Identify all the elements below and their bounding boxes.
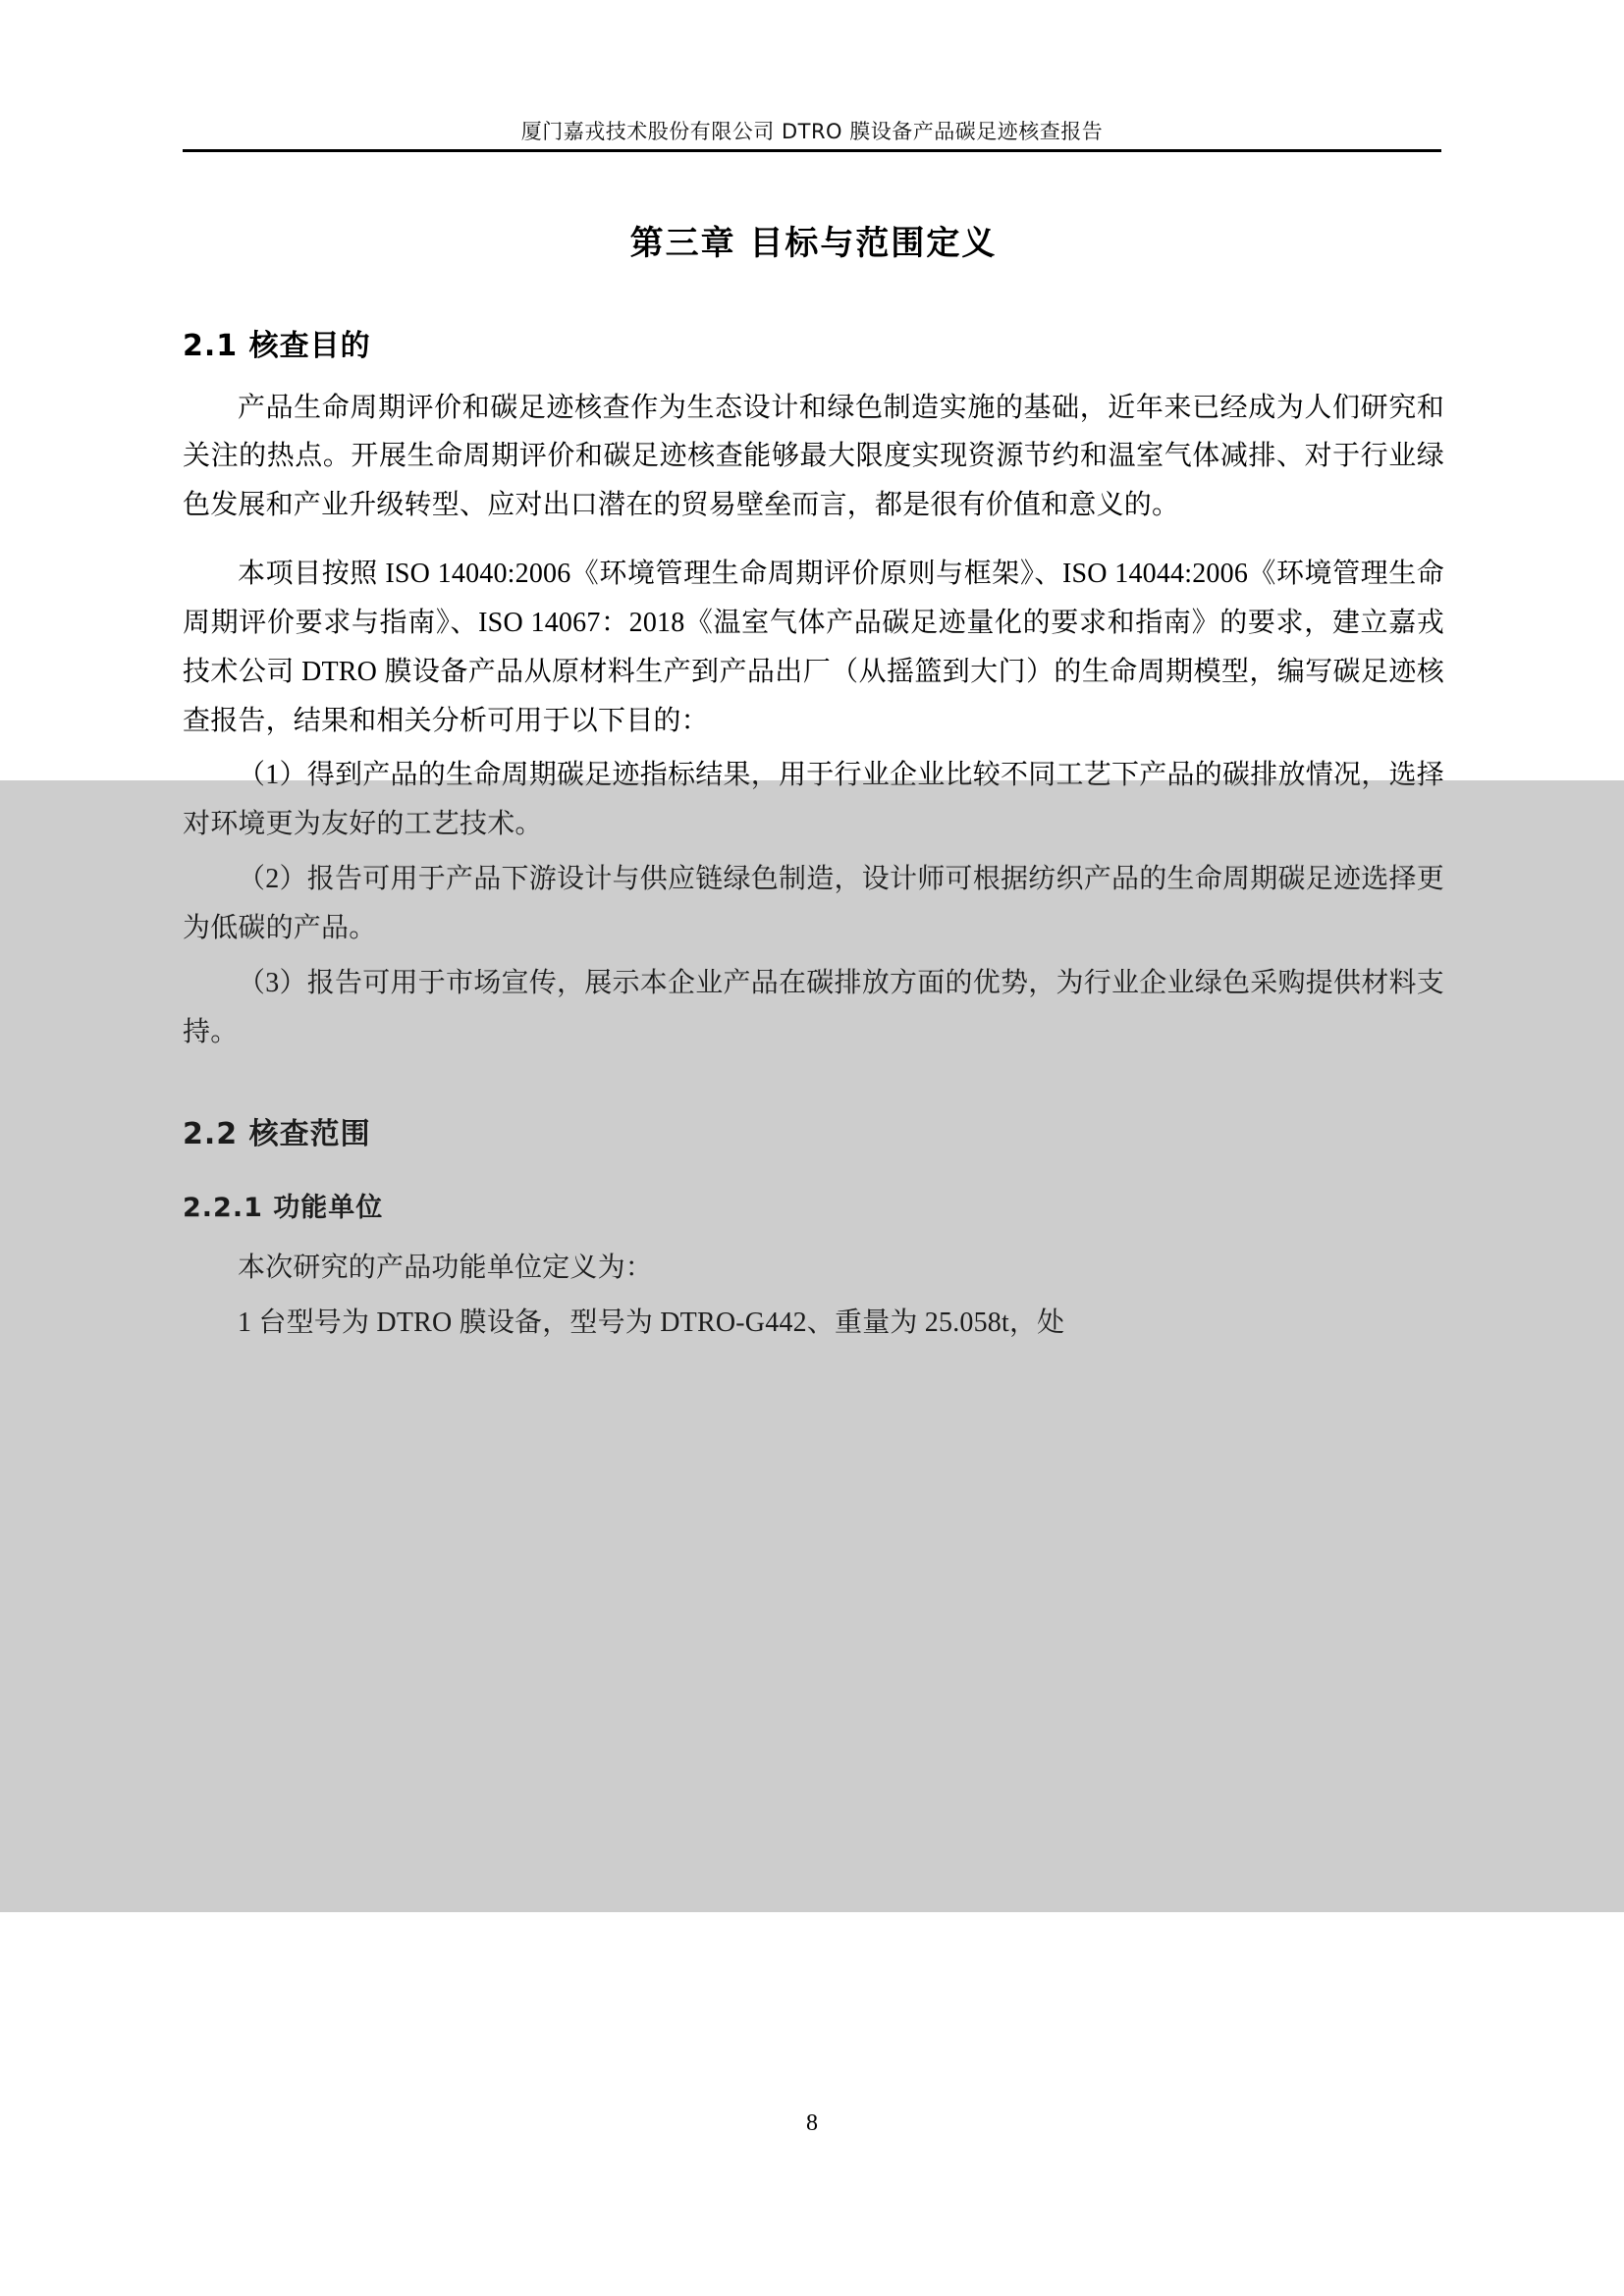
paragraph: 产品生命周期评价和碳足迹核查作为生态设计和绿色制造实施的基础，近年来已经成为人们研究和关注的热点。开展生命周期评价和碳足迹核查能够最大限度实现资源节约和温室气体减排、对于行业绿色发展和产业升级转型、应对出口潜在的贸易壁垒而言，都是很有价值和意义的。: [183, 392, 1444, 521]
page-content: [183, 221, 1444, 1348]
section-heading-2-2: 2.2 核查范围: [183, 1117, 371, 1152]
paragraph: （2）报告可用于产品下游设计与供应链绿色制造，设计师可根据纺织产品的生命周期碳足迹选择更为低碳的产品。: [183, 864, 1444, 943]
page-title: 第三章 目标与范围定义: [629, 224, 998, 263]
paragraph: （1）得到产品的生命周期碳足迹指标结果，用于行业企业比较不同工艺下产品的碳排放情况，选择对环境更为友好的工艺技术。: [183, 760, 1444, 840]
paragraph: 本项目按照 ISO 14040:2006《环境管理生命周期评价原则与框架》、ISO 14044:2006《环境管理生命周期评价要求与指南》、ISO 14067：2018《温室气体产品碳足迹量化的要求和指南》的要求，建立嘉戎技术公司 DTRO 膜设备产品从原材料生产到产品出厂（从摇篮到大门）的生命周期模型，编写碳足迹核查报告，结果和相关分析可用于以下目的：: [183, 559, 1444, 736]
section-heading-2-1: 2.1 核查目的: [183, 328, 371, 363]
paragraph: （3）报告可用于市场宣传，展示本企业产品在碳排放方面的优势，为行业企业绿色采购提供材料支持。: [183, 967, 1444, 1047]
running-header: 厦门嘉戎技术股份有限公司 DTRO 膜设备产品碳足迹核查报告: [520, 120, 1104, 143]
paragraph: 1 台型号为 DTRO 膜设备，型号为 DTRO-G442、重量为 25.058t，处: [238, 1308, 1065, 1339]
paragraph: 本次研究的产品功能单位定义为：: [238, 1253, 654, 1284]
header-divider: [183, 149, 1441, 152]
page-number: 8: [806, 2110, 818, 2136]
subsection-heading-2-2-1: 2.2.1 功能单位: [183, 1193, 384, 1224]
